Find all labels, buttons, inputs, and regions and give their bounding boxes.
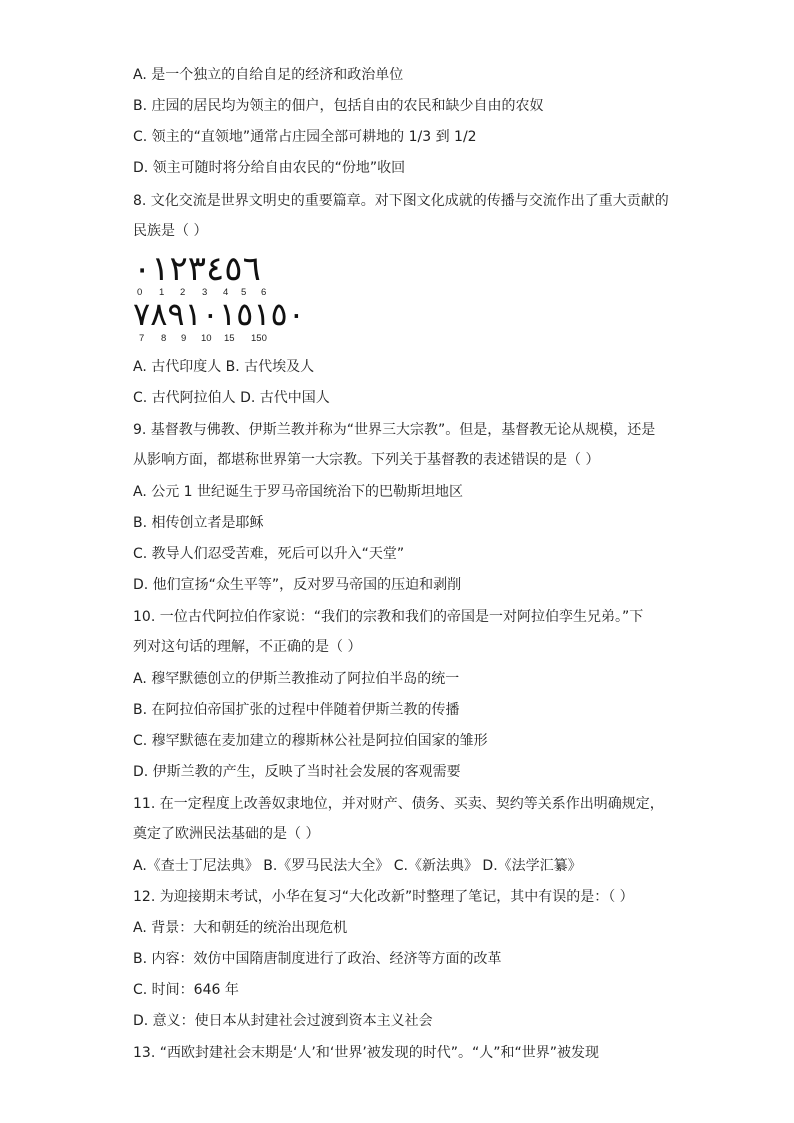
digit-label: 1 [159,287,165,298]
arabic-glyphs-top: ٠١٢٣٤٥٦ [133,249,261,289]
western-digits-bottom [133,334,293,344]
question-11-text-cont: 奠定了欧洲民法基础的是（ ） [133,826,320,842]
digit-label: 6 [261,287,267,298]
q10-option-a: A. 穆罕默德创立的伊斯兰教推动了阿拉伯半岛的统一 [133,671,460,687]
digit-label: 15 [224,333,235,344]
digit-label: 7 [139,333,145,344]
question-13-text: 13. “西欧封建社会末期是‘人’和‘世界’被发现的时代”。“人”和“世界”被发现 [133,1045,600,1061]
question-11-text: 11. 在一定程度上改善奴隶地位，并对财产、债务、买卖、契约等关系作出明确规定， [133,796,664,812]
question-10-text: 10. 一位古代阿拉伯作家说：“我们的宗教和我们的帝国是一对阿拉伯孪生兄弟。”下 [133,609,644,625]
question-10-text-cont: 列对这句话的理解，不正确的是（ ） [133,639,362,655]
digit-label: 9 [181,333,187,344]
q8-option-cd: C. 古代阿拉伯人 D. 古代中国人 [133,390,330,406]
digit-label: 150 [251,333,267,344]
q12-option-a: A. 背景：大和朝廷的统治出现危机 [133,920,348,936]
q10-option-b: B. 在阿拉伯帝国扩张的过程中伴随着伊斯兰教的传播 [133,702,460,718]
digit-label: 0 [137,287,143,298]
q9-option-c: C. 教导人们忍受苦难，死后可以升入“天堂” [133,546,405,562]
question-9-text: 9. 基督教与佛教、伊斯兰教并称为“世界三大宗教”。但是，基督教无论从规模，还是 [133,422,656,438]
question-12-text: 12. 为迎接期末考试，小华在复习“大化改新”时整理了笔记，其中有误的是：（ ） [133,889,634,905]
q10-option-d: D. 伊斯兰教的产生，反映了当时社会发展的客观需要 [133,764,461,780]
q9-option-a: A. 公元 1 世纪诞生于罗马帝国统治下的巴勒斯坦地区 [133,484,464,500]
question-8-text-cont: 民族是（ ） [133,223,208,239]
digit-label: 10 [201,333,212,344]
digit-label: 8 [161,333,167,344]
digit-label: 3 [202,287,208,298]
question-9-text-cont: 从影响方面，都堪称世界第一大宗教。下列关于基督教的表述错误的是（ ） [133,452,600,468]
digit-label: 4 [223,287,229,298]
option-b-manor: B. 庄园的居民均为领主的佃户，包括自由的农民和缺少自由的农奴 [133,98,544,114]
arabic-glyphs-bottom: ٧٨٩١٠١٥١٥٠ [133,295,305,333]
digit-label: 2 [180,287,186,298]
arabic-numerals-figure [133,249,305,344]
q11-options: A.《查士丁尼法典》 B.《罗马民法大全》 C.《新法典》 D.《法学汇纂》 [133,858,582,874]
q9-option-b: B. 相传创立者是耶稣 [133,515,264,531]
q12-option-b: B. 内容：效仿中国隋唐制度进行了政治、经济等方面的改革 [133,951,502,967]
option-a-manor: A. 是一个独立的自给自足的经济和政治单位 [133,67,404,83]
q12-option-c: C. 时间：646 年 [133,982,239,998]
question-8-text: 8. 文化交流是世界文明史的重要篇章。对下图文化成就的传播与交流作出了重大贡献的 [133,193,669,209]
q8-option-ab: A. 古代印度人 B. 古代埃及人 [133,359,315,375]
digit-label: 5 [241,287,247,298]
option-c-manor: C. 领主的“直领地”通常占庄园全部可耕地的 1/3 到 1/2 [133,129,477,145]
q9-option-d: D. 他们宣扬“众生平等”，反对罗马帝国的压迫和剥削 [133,577,462,593]
option-d-manor: D. 领主可随时将分给自由农民的“份地”收回 [133,160,406,176]
q10-option-c: C. 穆罕默德在麦加建立的穆斯林公社是阿拉伯国家的雏形 [133,733,488,749]
q12-option-d: D. 意义：使日本从封建社会过渡到资本主义社会 [133,1013,433,1029]
